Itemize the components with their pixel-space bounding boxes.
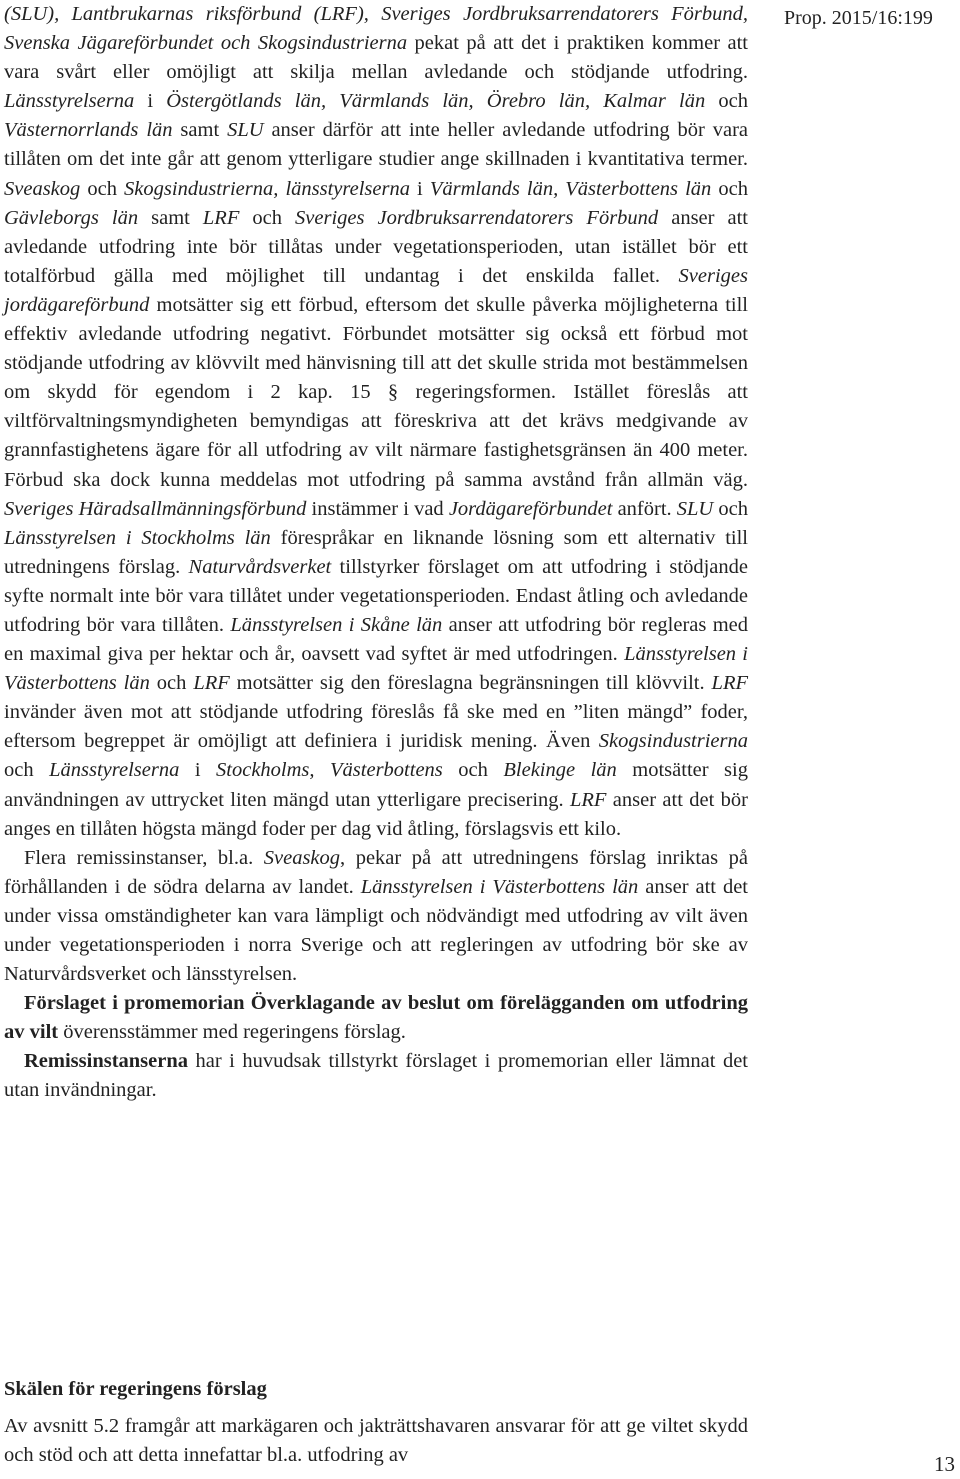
italic-text: Västernorrlands län <box>4 119 173 142</box>
italic-text: Värmlands län, Västerbottens län <box>429 177 712 200</box>
text-run: och <box>149 672 194 695</box>
italic-text: LRF <box>570 788 607 811</box>
text-run: motsätter sig användningen av uttrycket liten mängd utan ytterligare precisering. <box>4 759 748 811</box>
italic-text: SLU <box>227 119 264 142</box>
italic-text: Östergötlands län, Värmlands län, Örebro län, Kalmar län <box>166 90 706 113</box>
paragraph-promemoria-proposal <box>4 989 748 1047</box>
italic-text: Skogsindustrierna, länsstyrelserna <box>124 177 410 200</box>
text-run: pekat på att det i praktiken kommer att vara svårt eller omöjligt att skilja mellan avledande och stödjande utfodring. <box>4 32 748 84</box>
text-run: och <box>4 759 50 782</box>
italic-text: Länsstyrelsen i Stockholms län <box>4 526 271 549</box>
section-body <box>4 1412 748 1470</box>
italic-text: Sveaskog <box>4 177 81 200</box>
text-run: anser att avledande utfodring inte bör tillåtas under vegetationsperioden, utan istället bör ett totalförbud gälla med möjlighet till undantag i det enskilda fallet. <box>4 206 748 287</box>
italic-text: Sveriges Häradsallmänningsförbund <box>4 497 307 520</box>
text-run: i <box>134 90 167 113</box>
italic-text: SLU <box>676 497 714 520</box>
text-run: och <box>713 497 748 520</box>
italic-text: Blekinge län <box>503 759 617 782</box>
text-run: anser att det bör anges en tillåten högsta mängd foder per dag vid åtling, förslagsvis ett kilo. <box>4 788 748 840</box>
text-run: i <box>409 177 430 200</box>
section-heading: Skälen för regeringens förslag <box>4 1378 267 1400</box>
paragraph-remiss-opinions <box>4 0 748 844</box>
text-run: och <box>711 177 748 200</box>
bold-text: Förslaget i promemorian Överklagande av beslut om förelägganden om utfodring av vilt <box>4 992 748 1044</box>
italic-text: Länsstyrelsen i Skåne län <box>230 613 443 636</box>
italic-text: Sveaskog <box>263 846 341 869</box>
text-run: Flera remissinstanser, bl.a. <box>24 846 264 869</box>
text-run: anser därför att inte heller avledande utfodring bör vara tillåten om det inte går att genom ytterligare studier ange skillnaden i kvantitativa termer. <box>4 119 748 171</box>
text-run: tillstyrker förslaget om att utfodring i stödjande syfte normalt inte bör vara tillåtet under vegetationsperioden. Endast åtling och avledande utfodring bör vara tillåten. <box>4 555 749 636</box>
text-run: överensstämmer med regeringens förslag. <box>58 1021 406 1044</box>
text-run: instämmer i vad <box>306 497 449 520</box>
italic-text: Länsstyrelserna <box>4 90 135 113</box>
italic-text: Sveriges Jordbruksarrendatorers Förbund <box>295 206 659 229</box>
text-run: invänder även mot att stödjande utfodring föreslås få ske med en ”liten mängd” foder, eftersom begreppet är omöjligt att definiera i juridisk mening. Även <box>4 701 748 753</box>
italic-text: (SLU), Lantbrukarnas riksförbund (LRF), Sveriges Jordbruksarrendatorers Förbund, Svenska Jägareförbundet och Skogsindustrierna <box>4 3 748 55</box>
text-run: samt <box>138 206 203 229</box>
bold-text: Remissinstanserna <box>24 1050 189 1073</box>
text-run: anser att det under vissa omständigheter kan vara lämpligt och nödvändigt med utfodring av vilt även under vegetationsperioden i norra Sverige och att regleringen av utfodring bör ske av Naturvårdsverket och länsstyrelsen. <box>4 875 749 986</box>
text-run: anfört. <box>612 497 677 520</box>
text-run: förespråkar en liknande lösning som ett alternativ till utredningens förslag. <box>4 526 748 578</box>
italic-text: Stockholms, Västerbottens <box>216 759 443 782</box>
italic-text: Länsstyrelsen i Västerbottens län <box>4 643 748 695</box>
italic-text: Länsstyrelserna <box>49 759 180 782</box>
text-run: och <box>239 206 296 229</box>
italic-text: LRF <box>202 206 240 229</box>
page-number: 13 <box>934 1452 955 1476</box>
paragraph-remiss-summary <box>4 1047 748 1105</box>
italic-text: LRF <box>193 672 230 695</box>
italic-text: Skogsindustrierna <box>598 730 748 753</box>
paragraph-northern-sweden <box>4 844 748 989</box>
text-run: och <box>80 177 125 200</box>
text-run: och <box>705 90 748 113</box>
italic-text: Jordägareförbundet <box>448 497 613 520</box>
text-run: och <box>442 759 504 782</box>
text-run: motsätter sig den föreslagna begränsningen till klövvilt. <box>229 672 712 695</box>
italic-text: Sveriges jordägareförbund <box>4 264 748 316</box>
text-run: motsätter sig ett förbud, eftersom det skulle påverka möjligheterna till effektiv avledande utfodring negativt. Förbundet motsätter sig också ett förbud mot stödjande utfodring av klövvilt med hänvisning till att det skulle strida mot bestämmelsen om skydd för egendom i 2 kap. 15 § regeringsformen. Istället föreslås att viltförvaltningsmyndigheten bemyndigas att föreskriva att det krävs medgivande av grannfastighetens ägare för all utfodring av vilt närmare fastighetsgränsen än 400 meter. Förbud ska dock kunna meddelas mot utfodring på samma avstånd från allmän väg. <box>4 293 748 491</box>
text-run: samt <box>172 119 228 142</box>
italic-text: Länsstyrelsen i Västerbottens län <box>360 875 639 898</box>
body-text <box>4 0 748 1106</box>
italic-text: Naturvårdsverket <box>188 555 332 578</box>
text-run: anser att utfodring bör regleras med en maximal giva per hektar och år, oavsett vad syftet är med utfodringen. <box>4 613 749 666</box>
proposition-reference: Prop. 2015/16:199 <box>784 7 933 29</box>
italic-text: Gävleborgs län <box>4 206 139 229</box>
text-run: i <box>179 759 217 782</box>
italic-text: LRF <box>711 672 748 695</box>
text-run: , pekar på att utredningens förslag inriktas på förhållanden i de södra delarna av landet. <box>4 846 748 898</box>
section-paragraph: Av avsnitt 5.2 framgår att markägaren och jakträttshavaren ansvarar för att ge viltet skydd och stöd och att detta innefattar bl.a. utfodring av <box>4 1415 748 1467</box>
text-run: har i huvudsak tillstyrkt förslaget i promemorian eller lämnat det utan invändningar. <box>4 1050 748 1102</box>
